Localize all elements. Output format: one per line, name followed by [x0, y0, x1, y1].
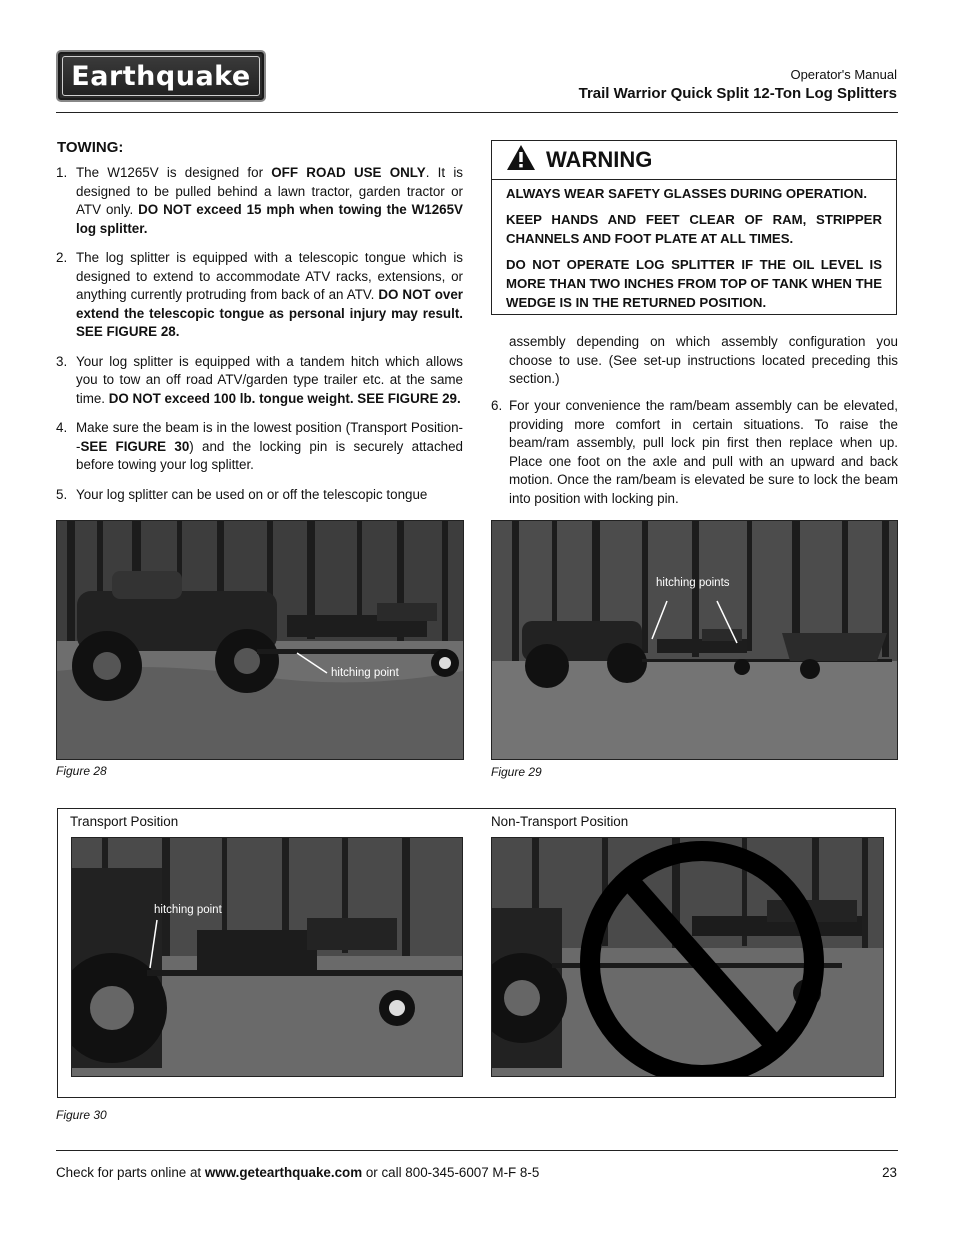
hitching-point-label: hitching point	[154, 904, 222, 916]
warning-box	[491, 140, 897, 315]
page-number: 23	[882, 1165, 897, 1180]
warning-body	[492, 180, 896, 312]
towing-heading: TOWING:	[57, 139, 124, 156]
logo-text: Earthquake	[71, 60, 251, 92]
instruction-item-5	[56, 486, 463, 505]
text-run: ) and the locking pin is securely attached before towing your log splitter.	[76, 438, 463, 472]
text-run: Make sure the beam is in the lowest position (Transport Position--	[76, 420, 463, 454]
text-run: The W1265V is designed for	[76, 165, 272, 180]
warning-header	[492, 141, 896, 180]
instruction-item-6	[491, 397, 898, 508]
bold-text: SEE FIGURE 30	[80, 438, 190, 454]
text-run: . It is designed to be pulled behind a lawn tractor, garden tractor or ATV only.	[76, 165, 463, 217]
header-divider	[56, 112, 898, 113]
text-run: Your log splitter is equipped with a tandem hitch which allows you to tow an off road ATV/garden type trailer etc. at the same time.	[76, 353, 463, 406]
warning-line: DO NOT OPERATE LOG SPLITTER IF THE OIL LEVEL IS MORE THAN TWO INCHES FROM TOP OF TANK WHEN THE WEDGE IS IN THE RETURNED POSITION.	[506, 257, 882, 310]
figure-29-caption: Figure 29	[491, 765, 542, 779]
item-number: 4.	[56, 420, 68, 435]
bold-text: DO NOT over extend the telescopic tongue as personal injury may result. SEE FIGURE 28.	[76, 287, 463, 339]
item-text	[76, 164, 463, 238]
figure-28-caption: Figure 28	[56, 764, 107, 778]
item-number: 6.	[491, 398, 503, 413]
figure-29-photo	[491, 520, 898, 760]
warning-line: ALWAYS WEAR SAFETY GLASSES DURING OPERATION.	[506, 186, 867, 201]
warning-title: WARNING	[546, 147, 653, 172]
footer-divider	[56, 1150, 898, 1151]
instruction-item-4	[56, 419, 463, 475]
prohibited-icon	[492, 838, 883, 1076]
text-run: The log splitter is equipped with a telescopic tongue which is designed to extend to accommodate ATV racks, extensions, or anything currently protruding from back of an ATV.	[76, 250, 463, 302]
manual-label: Operator's Manual	[790, 67, 897, 82]
item5-continued: assembly depending on which assembly configuration you choose to use. (See set-up instructions located preceding this section.)	[509, 334, 898, 386]
footer-prefix: Check for parts online at	[56, 1165, 205, 1180]
earthquake-logo	[56, 50, 266, 102]
figure-30-caption: Figure 30	[56, 1108, 107, 1122]
item-text	[76, 353, 463, 409]
item-text: For your convenience the ram/beam assembly can be elevated, providing more comfort in certain situations. To raise the beam/ram assembly, pull lock pin first then replace when up. Place one foot on the axle and pull with an upward and back motion. Once the ram/beam is elevated be sure to lock the beam into position with locking pin.	[509, 398, 898, 506]
warning-line: KEEP HANDS AND FEET CLEAR OF RAM, STRIPPER CHANNELS AND FOOT PLATE AT ALL TIMES.	[506, 212, 882, 246]
figure-30-box	[57, 808, 896, 1098]
bold-text: DO NOT exceed 15 mph when towing the W1265V log splitter.	[76, 202, 463, 236]
hitching-point-label: hitching point	[331, 667, 399, 679]
item-number: 2.	[56, 250, 68, 265]
bold-text: OFF ROAD USE ONLY	[271, 165, 426, 180]
footer-contact	[56, 1165, 539, 1180]
warning-triangle-icon	[506, 144, 536, 176]
instruction-item-1	[56, 164, 463, 238]
non-transport-position-photo	[491, 837, 884, 1077]
website-link[interactable]: www.getearthquake.com	[204, 1165, 363, 1180]
text-run: Your log splitter can be used on or off the telescopic tongue	[76, 486, 428, 502]
non-transport-position-label: Non-Transport Position	[491, 814, 629, 829]
item-number: 3.	[56, 353, 68, 369]
figure-28-photo	[56, 520, 464, 760]
bold-text: DO NOT exceed 100 lb. tongue weight. SEE FIGURE 29.	[108, 390, 461, 406]
transport-position-photo	[71, 837, 463, 1077]
instruction-item-3	[56, 353, 463, 409]
towing-instructions-list	[56, 164, 463, 515]
hitching-points-label: hitching points	[656, 577, 730, 589]
instruction-item-2	[56, 249, 463, 342]
item-text	[76, 249, 463, 342]
footer-suffix: or call 800-345-6007 M-F 8-5	[362, 1165, 540, 1180]
item-text	[76, 419, 463, 475]
item-number: 5.	[56, 486, 68, 502]
item-text	[76, 486, 463, 505]
item-number: 1.	[56, 165, 68, 180]
transport-position-label: Transport Position	[70, 814, 179, 829]
document-title: Trail Warrior Quick Split 12-Ton Log Splitters	[578, 85, 897, 102]
